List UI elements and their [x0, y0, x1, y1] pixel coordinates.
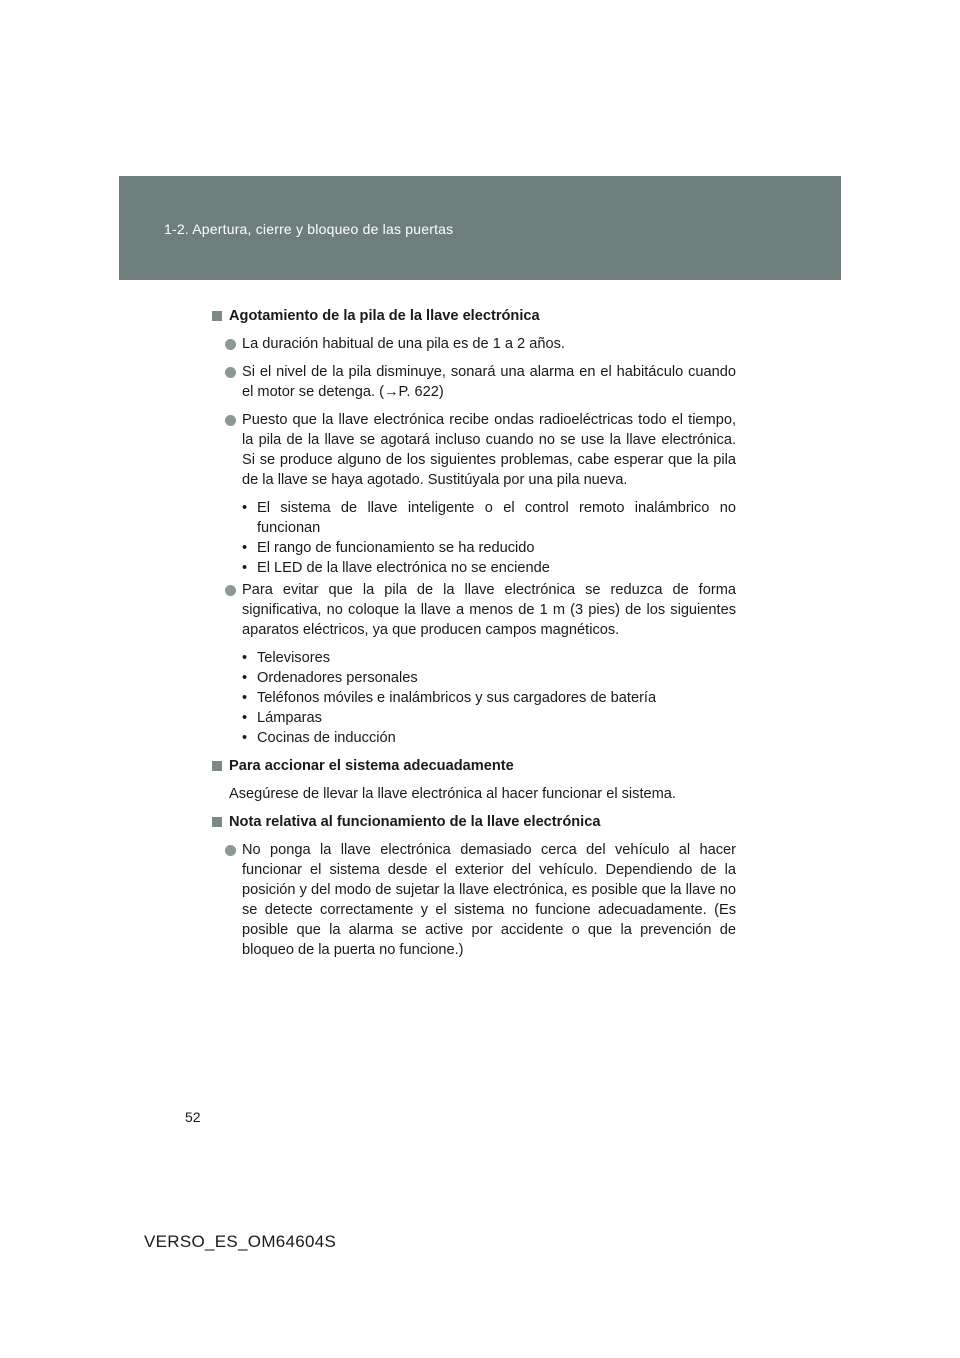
list-item: • Lámparas — [242, 710, 322, 726]
document-code: VERSO_ES_OM64604S — [144, 1232, 337, 1251]
circle-bullet-icon — [225, 415, 236, 426]
circle-bullet-icon — [225, 845, 236, 856]
circle-bullet-icon — [225, 367, 236, 378]
page-content — [212, 306, 736, 968]
list-item: • El LED de la llave electrónica no se enciende — [242, 560, 550, 576]
circle-bullet-icon — [225, 585, 236, 596]
list-item: • Televisores — [242, 650, 330, 666]
paragraph-carry-key: Asegúrese de llevar la llave electrónica al hacer funcionar el sistema. — [229, 786, 676, 802]
square-bullet-icon — [212, 817, 222, 827]
page-number: 52 — [185, 1109, 201, 1125]
paragraph-battery-alarm: Si el nivel de la pila disminuye, sonará una alarma en el habitáculo cuando el motor se detenga. (→P. 622) — [212, 362, 736, 402]
square-bullet-icon — [212, 761, 222, 771]
section-breadcrumb: 1-2. Apertura, cierre y bloqueo de las puertas — [164, 221, 454, 237]
paragraph-magnetic-fields: Para evitar que la pila de la llave electrónica se reduzca de forma significativa, no coloque la llave a menos de 1 m (3 pies) de los siguientes aparatos eléctricos, ya que producen campos magnéticos. — [212, 580, 736, 640]
list-item: • Ordenadores personales — [242, 670, 418, 686]
problems-list — [242, 498, 736, 578]
circle-bullet-icon — [225, 339, 236, 350]
paragraph-battery-life: La duración habitual de una pila es de 1 a 2 años. — [212, 334, 736, 354]
list-item: • El sistema de llave inteligente o el control remoto inalámbrico no funcionan — [242, 500, 736, 536]
list-item: • Cocinas de inducción — [242, 730, 396, 746]
appliances-list — [242, 648, 736, 748]
header-band — [119, 176, 841, 280]
section-heading-operation: Para accionar el sistema adecuadamente — [212, 756, 736, 776]
paragraph-radio-waves: Puesto que la llave electrónica recibe ondas radioeléctricas todo el tiempo, la pila de la llave se agotará incluso cuando no se use la llave electrónica. Si se produce alguno de los siguientes problemas, cabe esperar que la pila de la llave se haya agotado. Sustitúyala por una pila nueva. — [212, 410, 736, 490]
paragraph-key-distance: No ponga la llave electrónica demasiado cerca del vehículo al hacer funcionar el sistema desde el exterior del vehículo. Dependiendo de la posición y del modo de sujetar la llave electrónica, es posible que la llave no se detecte correctamente y el sistema no funcione adecuadamente. (Es posible que la alarma se active por accidente o que la prevención de bloqueo de la puerta no funcione.) — [212, 840, 736, 960]
section-heading-note: Nota relativa al funcionamiento de la llave electrónica — [212, 812, 736, 832]
list-item: • El rango de funcionamiento se ha reducido — [242, 540, 535, 556]
square-bullet-icon — [212, 311, 222, 321]
list-item: • Teléfonos móviles e inalámbricos y sus cargadores de batería — [242, 690, 657, 706]
section-heading-battery: Agotamiento de la pila de la llave electrónica — [212, 306, 736, 326]
